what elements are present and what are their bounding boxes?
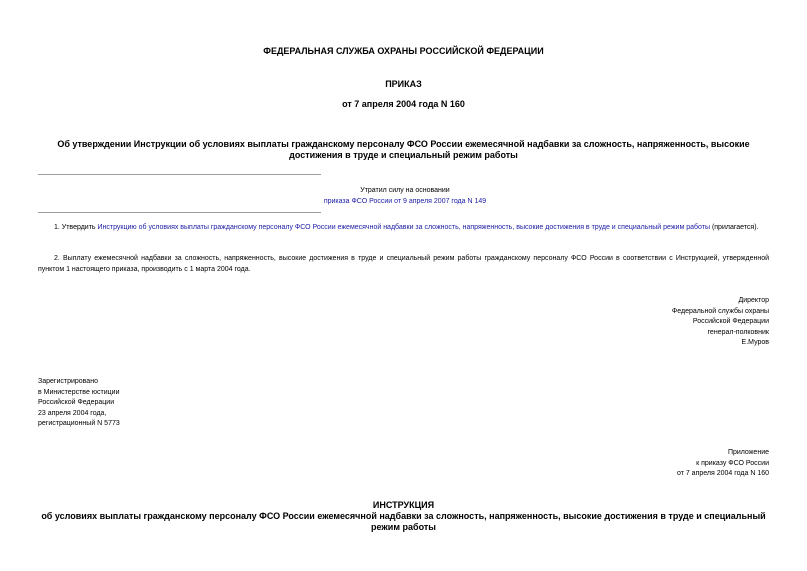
signature-line: Е.Муров [741, 339, 769, 346]
signature-line: генерал-полковник [707, 328, 769, 336]
paragraph-item-2: 2. Выплату ежемесячной надбавки за сложность, напряженность, высокие достижения в труде и специальный режим работы гражданскому персоналу ФСО России в соответствии с Инструкцией, утвержденной пунктом 1 настоящего приказа, производить с 1 марта 2004 года. [38, 255, 769, 273]
order-date-number: от 7 апреля 2004 года N 160 [342, 99, 465, 109]
item1-suffix: (прилагается). [711, 224, 759, 231]
registration-line: в Министерстве юстиции [38, 388, 120, 396]
registration-line: Зарегистрировано [38, 378, 98, 385]
appendix-block [677, 448, 769, 480]
agency-name: ФЕДЕРАЛЬНАЯ СЛУЖБА ОХРАНЫ РОССИЙСКОЙ ФЕДЕРАЦИИ [263, 46, 544, 56]
registration-line: Российской Федерации [38, 399, 115, 406]
signature-block [672, 296, 769, 349]
signature-line: Федеральной службы охраны [671, 307, 769, 315]
instruction-link[interactable]: Инструкцию об условиях выплаты гражданскому персоналу ФСО России ежемесячной надбавки за сложность, напряженность, высокие достижения в труде и специальный режим работы [97, 224, 710, 231]
registration-line: 23 апреля 2004 года, [38, 409, 107, 417]
instruction-title: ИНСТРУКЦИЯ [372, 500, 435, 510]
divider-top [38, 174, 321, 175]
revocation-link[interactable]: приказа ФСО России от 9 апреля 2007 года N 149 [323, 198, 487, 205]
appendix-line: от 7 апреля 2004 года N 160 [676, 470, 769, 477]
registration-block [38, 377, 120, 430]
item1-prefix: 1. Утвердить [54, 224, 96, 231]
document-type: ПРИКАЗ [385, 79, 422, 89]
paragraph-item-1 [38, 222, 769, 233]
signature-line: Директор [738, 297, 769, 304]
signature-line: Российской Федерации [692, 318, 769, 325]
revocation-label: Утратил силу на основании [360, 187, 450, 194]
appendix-line: к приказу ФСО России [696, 459, 769, 467]
appendix-line: Приложение [727, 449, 769, 456]
instruction-subtitle: об условиях выплаты гражданскому персоналу ФСО России ежемесячной надбавки за сложность, напряженность, высокие достижения в труде и специальный режим работы [41, 511, 766, 532]
divider-bottom [38, 212, 321, 213]
order-subject: Об утверждении Инструкции об условиях выплаты гражданскому персоналу ФСО России ежемесячной надбавки за сложность, напряженность, высокие достижения в труде и специальный режим работы [57, 139, 750, 160]
registration-line: регистрационный N 5773 [38, 420, 120, 427]
